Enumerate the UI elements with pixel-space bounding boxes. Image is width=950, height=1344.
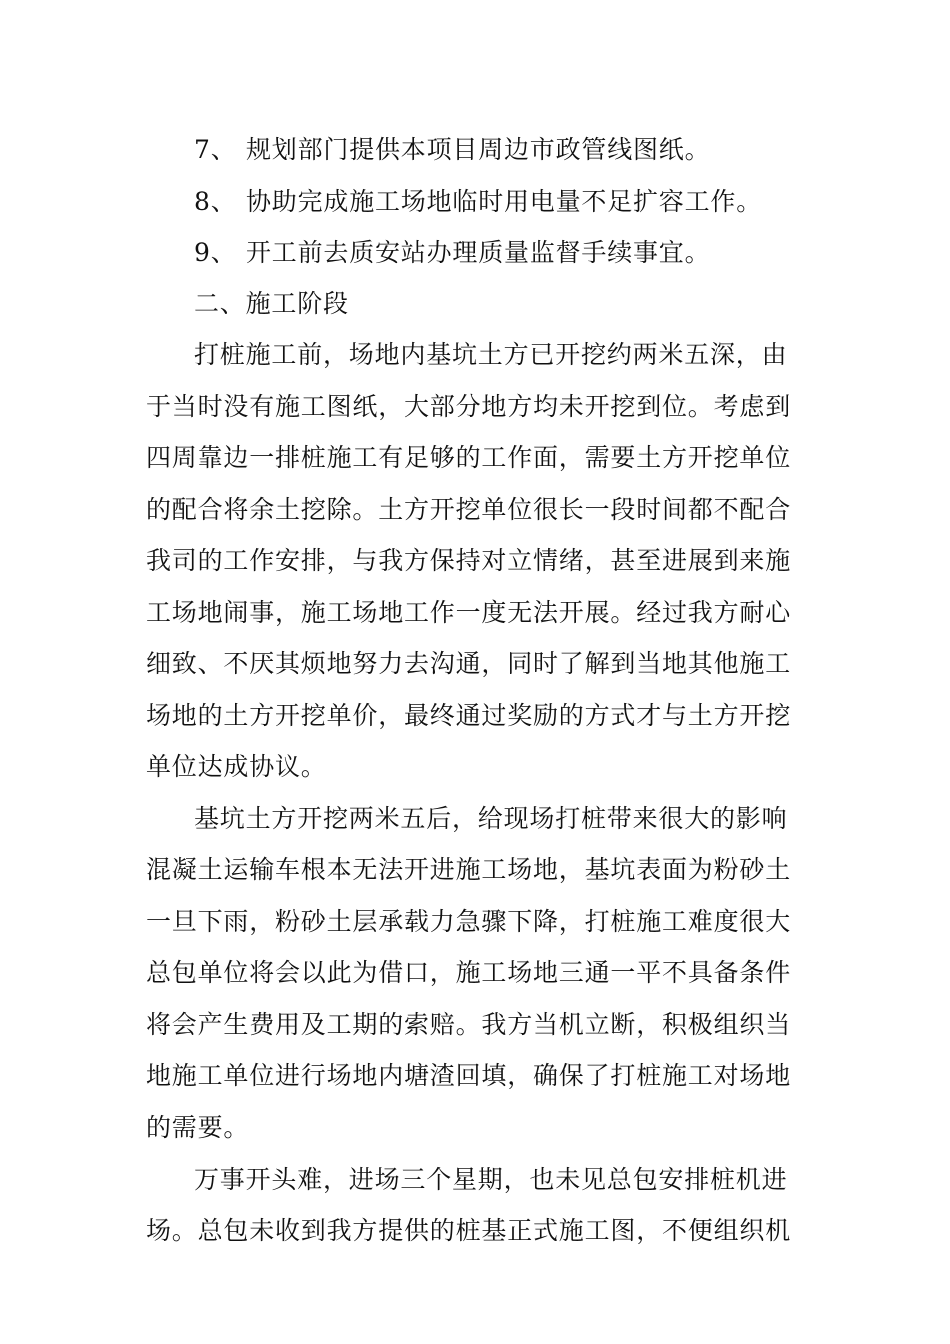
paragraph-line: 混凝土运输车根本无法开进施工场地，基坑表面为粉砂土	[146, 855, 792, 884]
paragraph-line: 的需要。	[146, 1113, 250, 1142]
paragraph-line: 四周靠边一排桩施工有足够的工作面，需要土方开挖单位	[146, 443, 792, 472]
list-item	[194, 237, 864, 269]
paragraph-line: 总包单位将会以此为借口，施工场地三通一平不具备条件	[146, 958, 792, 987]
paragraph-line: 场。总包未收到我方提供的桩基正式施工图，不便组织机	[146, 1216, 792, 1245]
paragraph-line: 的配合将余土挖除。土方开挖单位很长一段时间都不配合	[146, 495, 792, 524]
paragraph-line: 一旦下雨，粉砂土层承载力急骤下降，打桩施工难度很大	[146, 907, 792, 936]
paragraph-line: 单位达成协议。	[146, 752, 327, 781]
list-item	[194, 186, 864, 218]
list-item	[194, 134, 864, 166]
list-item-number: 9、	[194, 238, 237, 267]
paragraph-line: 细致、不厌其烦地努力去沟通，同时了解到当地其他施工	[146, 649, 792, 678]
paragraph-line: 将会产生费用及工期的索赔。我方当机立断，积极组织当	[146, 1010, 792, 1039]
paragraph-line: 我司的工作安排，与我方保持对立情绪，甚至进展到来施	[146, 546, 792, 575]
paragraph-line: 基坑土方开挖两米五后，给现场打桩带来很大的影响	[194, 804, 788, 833]
paragraph-line: 场地的土方开挖单价，最终通过奖励的方式才与土方开挖	[146, 701, 792, 730]
paragraph-line: 于当时没有施工图纸，大部分地方均未开挖到位。考虑到	[146, 392, 792, 421]
list-item-number: 7、	[194, 135, 237, 164]
list-item-text: 开工前去质安站办理质量监督手续事宜。	[246, 238, 711, 267]
section-heading: 二、施工阶段	[194, 289, 349, 318]
list-item-number: 8、	[194, 187, 237, 216]
paragraph-line: 工场地闹事，施工场地工作一度无法开展。经过我方耐心	[146, 598, 792, 627]
paragraph-line: 万事开头难，进场三个星期，也未见总包安排桩机进	[194, 1165, 788, 1194]
paragraph-line: 打桩施工前，场地内基坑土方已开挖约两米五深，由	[194, 340, 788, 369]
list-item-text: 协助完成施工场地临时用电量不足扩容工作。	[246, 187, 763, 216]
paragraph-line: 地施工单位进行场地内塘渣回填，确保了打桩施工对场地	[146, 1061, 792, 1090]
list-item-text: 规划部门提供本项目周边市政管线图纸。	[246, 135, 711, 164]
